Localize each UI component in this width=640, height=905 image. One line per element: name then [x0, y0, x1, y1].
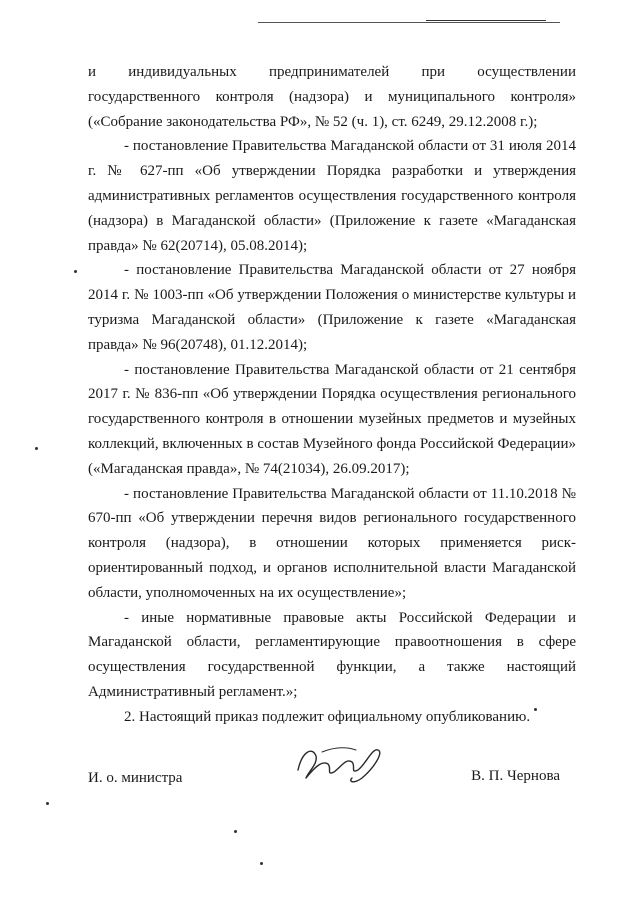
- paragraph-list-item: - иные нормативные правовые акты Российской Федерации и Магаданской области, регламентирующие правоотношения в сфере осуществления государственной функции, а также настоящий Административный регламент.»;: [88, 609, 576, 700]
- scan-speck: [35, 447, 38, 450]
- signer-name: В. П. Чернова: [471, 768, 560, 784]
- paragraph-list-item: - постановление Правительства Магаданской области от 31 июля 2014 г. № 627-пп «Об утверждении Порядка разработки и утверждения административных регламентов осуществления государственного контроля (надзора) в Магаданской области» (Приложение к газете «Магаданская правда» № 62(20714), 05.08.2014);: [88, 138, 576, 254]
- paragraph-list-item: - постановление Правительства Магаданской области от 11.10.2018 № 670-пп «Об утверждении перечня видов регионального государственного контроля (надзора), в отношении которых применяется риск-ориентированный подход, и органов исполнительной власти Магаданской области, уполномоченных на их осуществление»;: [88, 485, 576, 601]
- position-title: И. о. министра: [88, 770, 183, 786]
- scan-speck: [234, 830, 237, 833]
- paragraph-clause: 2. Настоящий приказ подлежит официальному опубликованию.: [124, 708, 531, 725]
- scan-speck: [74, 270, 77, 273]
- paragraph-list-item: - постановление Правительства Магаданской области от 21 сентября 2017 г. № 836-пп «Об утверждении Порядка осуществления регионального государственного контроля в отношении музейных предметов и музейных коллекций, включенных в состав Музейного фонда Российской Федерации» («Магаданская правда», № 74(21034), 26.09.2017);: [88, 361, 576, 477]
- document-body: [88, 60, 576, 730]
- scan-speck: [260, 862, 263, 865]
- scan-speck: [534, 708, 537, 711]
- scan-speck: [46, 802, 49, 805]
- scan-artifact-line: [258, 22, 560, 23]
- paragraph-continuation: и индивидуальных предпринимателей при осуществлении государственного контроля (надзора) и муниципального контроля» («Собрание законодательства РФ», № 52 (ч. 1), ст. 6249, 29.12.2008 г.);: [88, 64, 576, 130]
- scan-artifact-line: [426, 20, 546, 21]
- handwritten-signature: [292, 738, 392, 788]
- paragraph-list-item: - постановление Правительства Магаданской области от 27 ноября 2014 г. № 1003-пп «Об утверждении Положения о министерстве культуры и туризма Магаданской области» (Приложение к газете «Магаданская правда» № 96(20748), 01.12.2014);: [88, 262, 576, 353]
